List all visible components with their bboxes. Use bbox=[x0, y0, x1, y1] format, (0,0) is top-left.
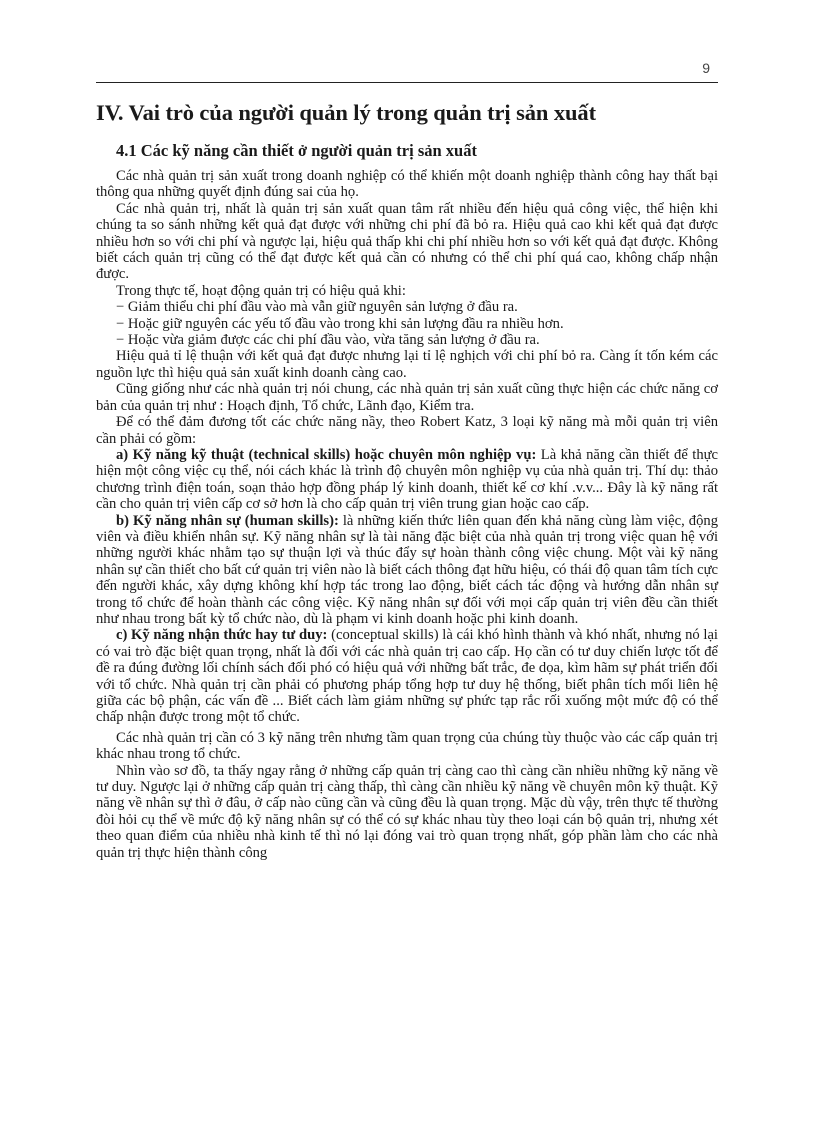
skill-paragraph-human bbox=[96, 513, 718, 628]
document-body bbox=[96, 98, 718, 861]
skill-text-human: là những kiến thức liên quan đến khả năng cùng làm việc, động viên và điều khiển nhân sự. Kỹ năng nhân sự là tài năng đặc biệt của nhà quản trị trong việc quan hệ với những người khác nhằm tạo sự thuận lợi và thúc đẩy sự hoàn thành công việc chung. Một vài kỹ năng nhân sự cần thiết cho bất cứ quản trị viên nào là biết cách thông đạt hữu hiệu, có thái độ quan tâm tích cực đến người khác, xây dựng không khí hợp tác trong lao động, biết cách tác động và hướng dẫn nhân sự trong tổ chức để hoàn thành các công việc. Kỹ năng nhân sự đối với mọi cấp quản trị viên đều cần thiết như nhau trong bất kỳ tổ chức nào, dù là phạm vi kinh doanh hoặc phi kinh doanh. bbox=[96, 512, 718, 627]
skill-title-technical: a) Kỹ năng kỹ thuật (technical skills) hoặc chuyên môn nghiệp vụ: bbox=[116, 446, 537, 463]
skill-paragraph-conceptual bbox=[96, 627, 718, 725]
paragraph: Trong thực tế, hoạt động quản trị có hiệu quả khi: bbox=[116, 282, 406, 299]
page-number: 9 bbox=[702, 60, 710, 76]
paragraph: Các nhà quản trị cần có 3 kỹ năng trên nhưng tầm quan trọng của chúng tùy thuộc vào các cấp quản trị khác nhau trong tổ chức. bbox=[96, 729, 718, 763]
paragraph: Nhìn vào sơ đồ, ta thấy ngay rằng ở những cấp quản trị càng cao thì càng cần nhiều những kỹ năng về tư duy. Ngược lại ở những cấp quản trị càng thấp, thì càng cần nhiều kỹ năng về chuyên môn kỹ thuật. Kỹ năng về nhân sự thì ở đâu, ở cấp nào cũng cần và cũng đều là quan trọng. Mặc dù vậy, trên thực tế thường đòi hỏi cụ thể về mức độ kỹ năng nhân sự có thể có sự khác nhau tùy theo loại cán bộ quản trị, nhưng xét theo quan điểm của nhiều nhà kinh tế thì nó lại đóng vai trò quan trọng nhất, góp phần làm cho các nhà quản trị thực hiện thành công bbox=[96, 762, 718, 861]
list-item: − Hoặc vừa giảm được các chi phí đầu vào, vừa tăng sản lượng ở đầu ra. bbox=[116, 332, 540, 349]
skill-paragraph-technical bbox=[96, 447, 718, 513]
list-item: − Hoặc giữ nguyên các yếu tố đầu vào trong khi sản lượng đầu ra nhiều hơn. bbox=[116, 315, 564, 332]
skill-text-conceptual: (conceptual skills) là cái khó hình thành và khó nhất, nhưng nó lại có vai trò đặc biệt quan trọng, nhất là đối với các nhà quản trị cao cấp. Họ cần có tư duy chiến lược tốt để đề ra đúng đường lối chính sách đối phó có hiệu quả với những bất trắc, đe dọa, kìm hãm sự phát triển đối với tổ chức. Nhà quản trị cần phải có phương pháp tổng hợp tư duy hệ thống, biết phân tích mối liên hệ giữa các bộ phận, các vấn đề ... Biết cách làm giảm những sự phức tạp rắc rối xuống một mức độ có thể chấp nhận được trong một tổ chức. bbox=[96, 627, 718, 726]
skill-title-conceptual: c) Kỹ năng nhận thức hay tư duy: bbox=[116, 627, 328, 644]
paragraph: Cũng giống như các nhà quản trị nói chung, các nhà quản trị sản xuất cũng thực hiện các chức năng cơ bản của quản trị như : Hoạch định, Tổ chức, Lãnh đạo, Kiểm tra. bbox=[96, 381, 718, 414]
skill-text-technical: Là khả năng cần thiết để thực hiện một công việc cụ thể, nói cách khác là trình độ chuyên môn nghiệp vụ của nhà quản trị. Thí dụ: thảo chương trình điện toán, soạn thảo hợp đồng pháp lý kinh doanh, thiết kế cơ khí .v.v... Đây là kỹ năng rất cần cho quản trị viên cấp cơ sở hơn là cho cấp quản trị viên trung gian hoặc cao cấp. bbox=[96, 446, 718, 513]
paragraph: Hiệu quả tỉ lệ thuận với kết quả đạt được nhưng lại tỉ lệ nghịch với chi phí bỏ ra. Càng ít tốn kém các nguồn lực thì hiệu quả sản xuất kinh doanh càng cao. bbox=[96, 348, 718, 381]
subsection-heading: 4.1 Các kỹ năng cần thiết ở người quản trị sản xuất bbox=[116, 141, 477, 160]
list-item: − Giảm thiểu chi phí đầu vào mà vẫn giữ nguyên sản lượng ở đầu ra. bbox=[116, 299, 518, 316]
skill-title-human: b) Kỹ năng nhân sự (human skills): bbox=[116, 512, 339, 529]
header-rule bbox=[96, 82, 718, 83]
paragraph: Các nhà quản trị sản xuất trong doanh nghiệp có thể khiến một doanh nghiệp thành công hay thất bại thông qua những quyết định đúng sai của họ. bbox=[96, 168, 718, 201]
section-heading: IV. Vai trò của người quản lý trong quản trị sản xuất bbox=[96, 100, 596, 125]
paragraph: Để có thể đảm đương tốt các chức năng nầy, theo Robert Katz, 3 loại kỹ năng mà mỗi quản trị viên cần phải có gồm: bbox=[96, 414, 718, 447]
paragraph: Các nhà quản trị, nhất là quản trị sản xuất quan tâm rất nhiều đến hiệu quả công việc, thể hiện khi chúng ta so sánh những kết quả đạt được với những chi phí đã bỏ ra. Hiệu quả cao khi kết quả đạt được nhiều hơn so với chi phí và ngược lại, hiệu quả thấp khi chi phí nhiều hơn so với kết quả đạt được. Không biết cách quản trị cũng có thể đạt được kết quả cần có nhưng có thể chi phí quá cao, không chấp nhận được. bbox=[96, 200, 718, 283]
